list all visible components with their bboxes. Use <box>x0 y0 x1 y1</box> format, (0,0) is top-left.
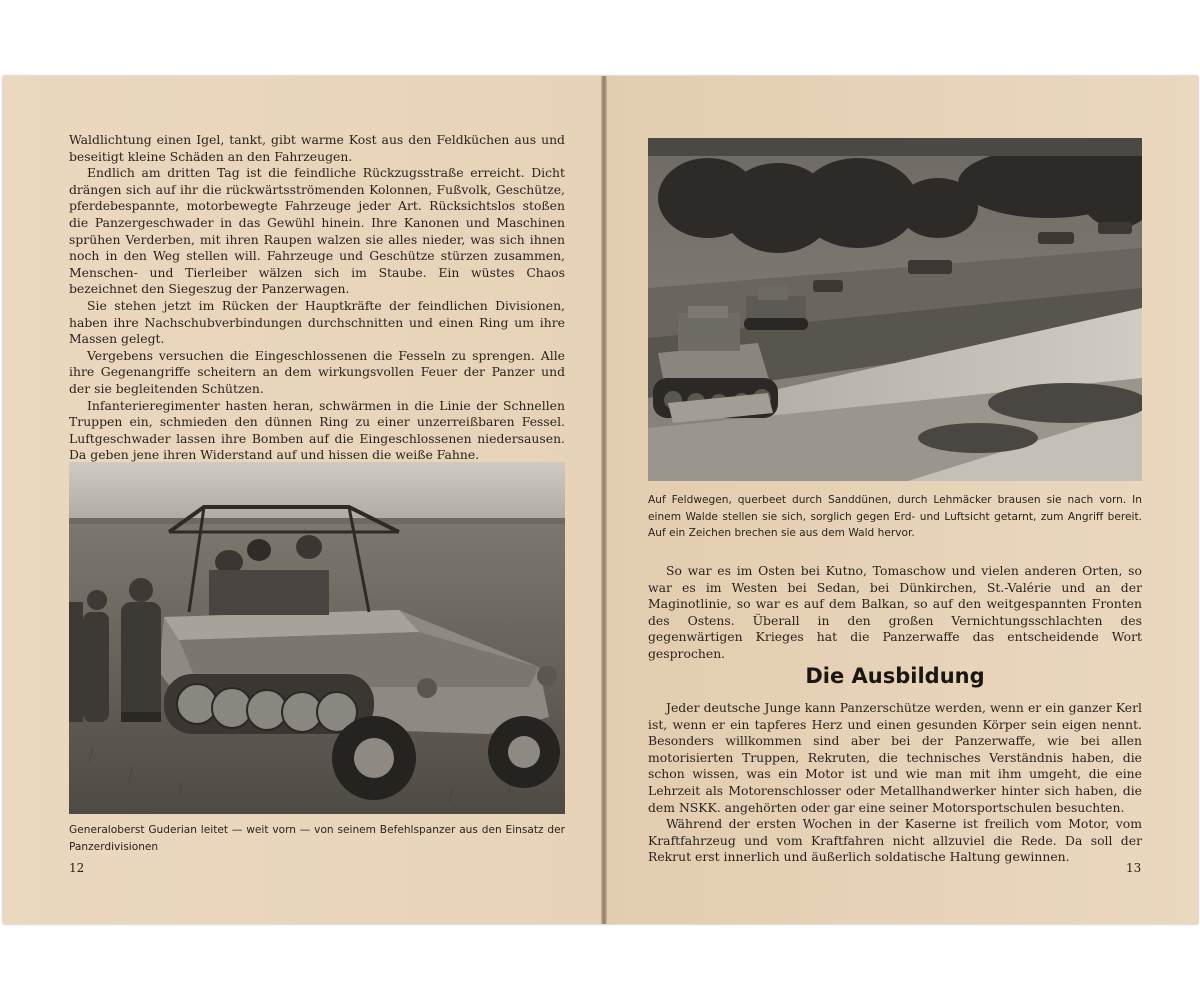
paragraph: So war es im Osten bei Kutno, Tomaschow und vielen anderen Orten, so war es im Westen bei Sedan, bei Dünkirchen, St.-Valérie und an der Maginotlinie, so war es auf dem Balkan, so auf den weitgespannten Fronten des Ostens. Überall in den großen Vernichtungsschlachten des gegenwärtigen Krieges hat die Panzerwaffe das entscheidende Wort gesprochen. <box>648 563 1142 661</box>
right-intro-text <box>648 563 1142 663</box>
left-body-text <box>69 132 565 464</box>
left-page <box>3 76 601 924</box>
paragraph: Waldlichtung einen Igel, tankt, gibt warme Kost aus den Feldküchen aus und beseitigt kleine Schäden an den Fahrzeugen. <box>69 132 565 164</box>
page-number-right: 13 <box>1126 861 1142 875</box>
right-photo-caption: Auf Feldwegen, querbeet durch Sanddünen, durch Lehmäcker brausen sie nach vorn. In einem Walde stellen sie sich, sorglich gegen Erd- und Luftsicht getarnt, zum Angriff bereit. Auf ein Zeichen brechen sie aus dem Wald hervor. <box>648 494 1142 539</box>
paragraph: Sie stehen jetzt im Rücken der Hauptkräfte der feindlichen Divisionen, haben ihre Nachschubverbindungen durchschnitten und einen Ring um ihre Massen gelegt. <box>69 297 565 347</box>
right-body-text <box>648 700 1142 866</box>
page-number-left: 12 <box>69 861 85 875</box>
section-heading: Die Ausbildung <box>805 664 985 688</box>
tank-column-photo <box>648 138 1142 481</box>
halftrack-photo-image <box>69 462 565 814</box>
book-spread <box>3 76 1198 924</box>
tank-column-photo-image <box>648 138 1142 481</box>
paragraph: Infanterieregimenter hasten heran, schwärmen in die Linie der Schnellen Truppen ein, schmieden den dünnen Ring zu einer unzerreißbaren Fessel. Luftgeschwader lassen ihre Bomben auf die Eingeschlossenen niedersausen. Da geben jene ihren Widerstand auf und hissen die weiße Fahne. <box>69 397 565 463</box>
paragraph: Endlich am dritten Tag ist die feindliche Rückzugsstraße erreicht. Dicht drängen sich auf ihr die rückwärtsströmenden Kolonnen, Fußvolk, Geschütze, pferdebespannte, motorbewegte Fahrzeuge jeder Art. Rücksichtslos stoßen die Panzergeschwader in das Gewühl hinein. Ihre Kanonen und Maschinen sprühen Verderben, mit ihren Raupen walzen sie alles nieder, was sich ihnen noch in den Weg stellen will. Fahrzeuge und Geschütze stürzen zusammen, Menschen- und Tierleiber wälzen sich im Staube. Ein wüstes Chaos bezeichnet den Siegeszug der Panzerwagen. <box>69 165 565 297</box>
paragraph: Während der ersten Wochen in der Kaserne ist freilich vom Motor, vom Kraftfahrzeug und vom Kraftfahren nicht allzuviel die Rede. Da soll der Rekrut erst innerlich und äußerlich soldatische Haltung gewinnen. <box>648 816 1142 865</box>
paragraph: Vergebens versuchen die Eingeschlossenen die Fesseln zu sprengen. Alle ihre Gegenangriffe scheitern an dem wirkungsvollen Feuer der Panzer und der sie begleitenden Schützen. <box>69 347 565 396</box>
right-page <box>607 76 1198 924</box>
left-photo-caption: Generaloberst Guderian leitet — weit vorn — von seinem Befehlspanzer aus den Einsatz der Panzerdivisionen <box>69 824 565 853</box>
paragraph: Jeder deutsche Junge kann Panzerschütze werden, wenn er ein ganzer Kerl ist, wenn er ein tapferes Herz und einen gesunden Körper sein eigen nennt. Besonders willkommen sind aber bei der Panzerwaffe, wie bei allen motorisierten Truppen, Rekruten, die technisches Verständnis haben, die schon wissen, was ein Motor ist und wie man mit ihm umgeht, die eine Lehrzeit als Motorenschlosser oder Metallhandwerker hinter sich haben, die dem NSKK. angehörten oder gar eine seiner Motorsportschulen besuchten. <box>648 700 1142 815</box>
halftrack-photo <box>69 462 565 814</box>
